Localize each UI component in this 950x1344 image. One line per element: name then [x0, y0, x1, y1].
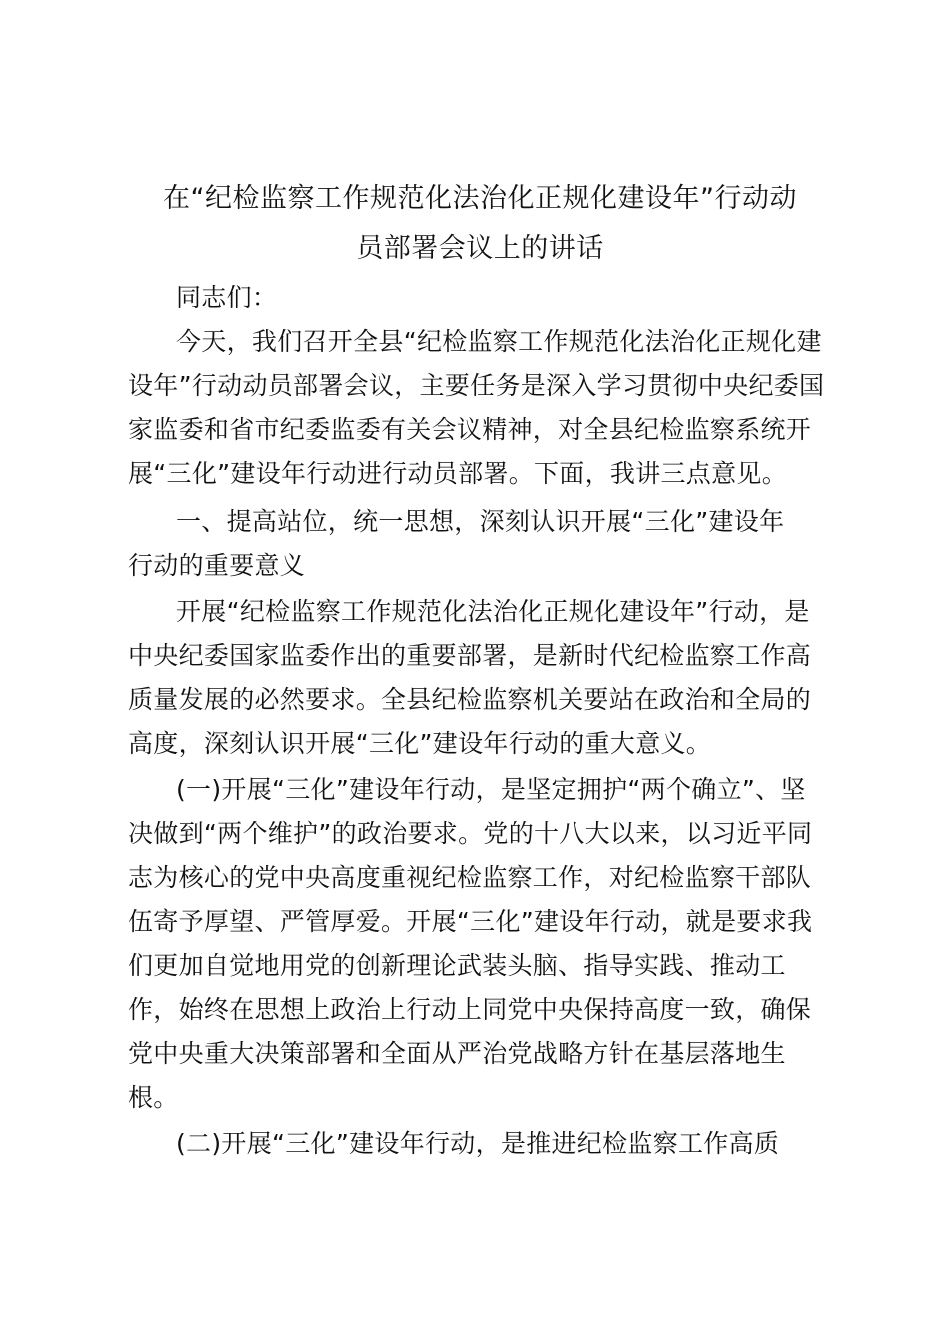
paragraph-line: 家监委和省市纪委监委有关会议精神，对全县纪检监察系统开	[128, 415, 812, 444]
paragraph-line: 开展“纪检监察工作规范化法治化正规化建设年”行动，是	[176, 597, 810, 626]
paragraph-line: 质量发展的必然要求。全县纪检监察机关要站在政治和全局的	[128, 685, 812, 714]
paragraph-line: 高度，深刻认识开展“三化”建设年行动的重大意义。	[128, 729, 712, 758]
paragraph-line: 根。	[128, 1083, 179, 1112]
paragraph-line: 今天，我们召开全县“纪检监察工作规范化法治化正规化建	[176, 327, 822, 356]
paragraph-line: 展“三化”建设年行动进行动员部署。下面，我讲三点意见。	[128, 459, 788, 488]
paragraph-line: (一)开展“三化”建设年行动，是坚定拥护“两个确立”、坚	[176, 775, 806, 804]
paragraph-line: 志为核心的党中央高度重视纪检监察工作，对纪检监察干部队	[128, 863, 812, 892]
paragraph-line: 伍寄予厚望、严管厚爱。开展“三化”建设年行动，就是要求我	[128, 907, 813, 936]
paragraph-line: 作，始终在思想上政治上行动上同党中央保持高度一致，确保	[128, 995, 812, 1024]
paragraph-line: 们更加自觉地用党的创新理论武装头脑、指导实践、推动工	[128, 951, 786, 980]
section-heading-line: 一、提高站位，统一思想，深刻认识开展“三化”建设年	[176, 507, 785, 536]
paragraph-line: 党中央重大决策部署和全面从严治党战略方针在基层落地生	[128, 1039, 786, 1068]
paragraph-line: 设年”行动动员部署会议，主要任务是深入学习贯彻中央纪委国	[128, 371, 825, 400]
document-title-line-1: 在“纪检监察工作规范化法治化正规化建设年”行动动	[163, 183, 797, 214]
paragraph-line: 中央纪委国家监委作出的重要部署，是新时代纪检监察工作高	[128, 641, 812, 670]
salutation: 同志们：	[176, 283, 278, 312]
paragraph-line: (二)开展“三化”建设年行动，是推进纪检监察工作高质	[176, 1129, 780, 1158]
section-heading-line: 行动的重要意义	[128, 551, 306, 580]
paragraph-line: 决做到“两个维护”的政治要求。党的十八大以来，以习近平同	[128, 819, 813, 848]
document-title-line-2: 员部署会议上的讲话	[356, 233, 604, 264]
